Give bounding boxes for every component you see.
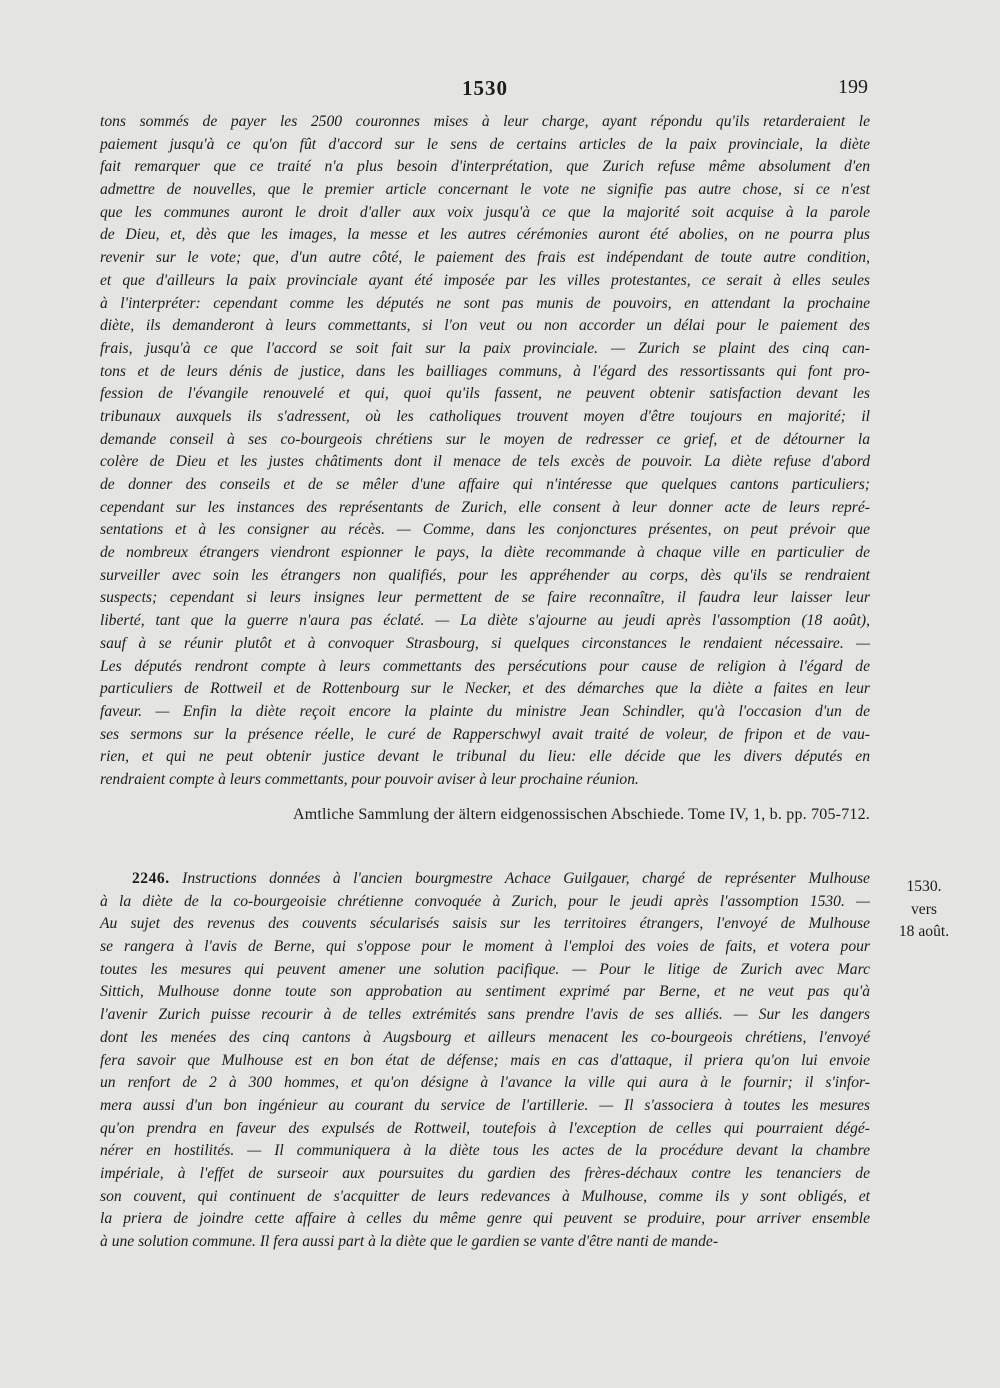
text-line: particuliers de Rottweil et de Rottenbourg sur le Necker, et des démarches que la diète a faites en leur xyxy=(100,680,870,698)
text-line: mera aussi d'un bon ingénieur au courant du service de l'artillerie. — Il s'associera à toutes les mesures xyxy=(100,1096,870,1114)
margin-note-line: 18 août. xyxy=(898,923,950,940)
text-line: tribunaux auxquels ils s'adressent, où les catholiques trouvent moyen d'être toujours en majorité; il xyxy=(100,407,870,425)
text-line: de nombreux étrangers viendront espionner le pays, la diète recommande à chaque ville en particulier de xyxy=(100,544,870,562)
entry-heading-text: Instructions données à l'ancien bourgmestre Achace Guilgauer, chargé de représenter Mulhouse xyxy=(182,870,870,887)
entry-number: 2246. xyxy=(132,870,170,887)
text-line: frais, jusqu'à ce que l'accord se soit fait sur la paix provinciale. — Zurich se plaint des cinq can- xyxy=(100,339,870,357)
text-line: suspects; cependant si leurs insignes leur permettent de se faire reconnaître, il faudra leur laisser leur xyxy=(100,589,870,607)
text-line: admettre de nouvelles, que le premier article concernant le vote ne signifie pas autre chose, si ce n'est xyxy=(100,181,870,199)
text-line: que les communes auront le droit d'aller aux voix jusqu'à ce que la majorité soit acquise à la parole xyxy=(100,203,870,221)
text-line: nérer en hostilités. — Il communiquera à la diète tous les actes de la procédure devant la chambre xyxy=(100,1142,870,1160)
text-line: sentations et à les consigner au récès. — Comme, dans les conjonctures présentes, on peut prévoir que xyxy=(100,521,870,539)
text-line: rien, et qui ne peut obtenir justice devant le tribunal du lieu: elle décide que les divers députés en xyxy=(100,748,870,766)
text-line: son couvent, qui continuent de s'acquitter de leurs redevances à Mulhouse, comme ils y sont obligés, et xyxy=(100,1187,870,1205)
text-line: ses sermons sur la présence réelle, le curé de Rapperschwyl avait traité de voleur, de fripon et de vau- xyxy=(100,725,870,743)
paragraph-continued xyxy=(100,111,870,792)
text-line: fera savoir que Mulhouse est en bon état de défense; mais en cas d'attaque, il priera qu'on lui envoie xyxy=(100,1051,870,1069)
text-line: l'avenir Zurich puisse recourir à de telles extrémités sans prendre l'avis de ses alliés. — Sur les dangers xyxy=(100,1006,870,1024)
text-line: cependant sur les instances des représentants de Zurich, elle consent à leur donner acte de leurs repré- xyxy=(100,498,870,516)
text-line: impériale, à l'effet de surseoir aux poursuites du gardien des frères-déchaux contre les tenanciers de xyxy=(100,1164,870,1182)
text-line: de donner des conseils et de se mêler d'une affaire qui n'intéresse que quelques cantons particuliers; xyxy=(100,476,870,493)
entry-body xyxy=(100,891,870,1254)
text-line: colère de Dieu et les justes châtiments dont il menace de tels excès de pouvoir. La diète refuse d'abord xyxy=(100,453,870,471)
text-line: qu'on prendra en faveur des expulsés de Rottweil, toutefois à l'exception de celles qui pourraient dégé- xyxy=(100,1119,870,1137)
text-line: à la diète de la co-bourgeoisie chrétienne convoquée à Zurich, pour le jeudi après l'assomption 1530. — xyxy=(100,892,870,910)
text-line: sauf à se réunir plutôt et à convoquer Strasbourg, si quelques circonstances le rendaient nécessaire. — xyxy=(100,634,870,652)
text-line: de Dieu, et, dès que les images, la messe et les autres cérémonies auront été abolies, on ne pourra plus xyxy=(100,226,870,244)
text-line: tons sommés de payer les 2500 couronnes mises à leur charge, ayant répondu qu'ils retarderaient le xyxy=(100,113,870,130)
text-line: la priera de joindre cette affaire à celles du même genre qui peuvent se produire, pour arriver ensemble xyxy=(100,1210,870,1228)
text-line: à l'interpréter: cependant comme les députés ne sont pas munis de pouvoirs, en attendant la prochaine xyxy=(100,294,870,312)
text-line: faveur. — Enfin la diète reçoit encore la plainte du ministre Jean Schindler, qu'à l'occasion d'un de xyxy=(100,702,870,720)
text-line: demande conseil à ses co-bourgeois chrétiens sur le moyen de redresser ce grief, et de détourner la xyxy=(100,430,870,448)
text-line: diète, ils demanderont à leurs commettants, si l'on veut ou non accorder un délai pour le paiement des xyxy=(100,317,870,335)
text-line: tons et de leurs dénis de justice, dans les bailliages communs, à l'égard des ressortissants qui font pro- xyxy=(100,362,870,380)
margin-note-line: 1530. xyxy=(906,878,942,895)
text-line: un renfort de 2 à 300 hommes, et qu'on désigne à l'avance la ville qui aura à le fournir; il s'infor- xyxy=(100,1074,870,1092)
running-header-year: 1530 xyxy=(462,76,508,100)
text-line: fait remarquer que ce traité n'a plus besoin d'interprétation, que Zurich refuse même absolument d'en xyxy=(100,158,870,176)
text-line: paiement jusqu'à ce qu'on fût d'accord sur le sens de certains articles de la paix provinciale, la diète xyxy=(100,135,870,153)
text-line: fession de l'évangile renouvelé et qui, quoi qu'ils fassent, ne peuvent obtenir satisfaction devant les xyxy=(100,385,870,403)
text-line: et que d'ailleurs la paix provinciale ayant été imposée par les villes protestantes, ce serait à elles seules xyxy=(100,271,870,289)
source-citation: Amtliche Sammlung der ältern eidgenossischen Abschiede. Tome IV, 1, b. pp. 705-712. xyxy=(292,806,870,823)
page-number: 199 xyxy=(838,76,868,98)
text-line: Les députés rendront compte à leurs commettants des persécutions pour cause de religion à l'égard de xyxy=(100,657,870,675)
text-line: surveiller avec soin les étrangers non qualifiés, pour les appréhender au corps, dès qu'ils se rendraient xyxy=(100,566,870,584)
entry-first-line xyxy=(100,868,870,891)
text-line: se rangera à l'avis de Berne, qui s'oppose pour le moment à l'emploi des voies de faits, et votera pour xyxy=(100,938,870,956)
text-line: toutes les mesures qui peuvent amener une solution pacifique. — Pour le litige de Zurich avec Marc xyxy=(100,960,870,978)
text-line: liberté, tant que la guerre n'aura pas éclaté. — La diète s'ajourne au jeudi après l'assomption (18 août), xyxy=(100,612,870,630)
margin-note-line: vers xyxy=(911,900,937,918)
text-line: Sittich, Mulhouse donne toute son approbation au sentiment exprimé par Berne, et ne veut pas qu'à xyxy=(100,983,870,1001)
text-line: à une solution commune. Il fera aussi part à la diète que le gardien se vante d'être nanti de mande- xyxy=(100,1233,719,1250)
text-line: Au sujet des revenus des couvents sécularisés saisis sur les territoires étrangers, l'envoyé de Mulhouse xyxy=(100,915,870,933)
margin-date-note xyxy=(884,876,964,944)
entry-2246 xyxy=(100,868,870,1254)
text-line: dont les menées des cinq cantons à Augsbourg et ailleurs menacent les co-bourgeois chrétiens, l'envoyé xyxy=(100,1028,870,1046)
text-line: revenir sur le vote; que, d'un autre côté, le paiement des frais est indépendant de toute autre condition, xyxy=(100,249,870,267)
text-line: rendraient compte à leurs commettants, pour pouvoir aviser à leur prochaine réunion. xyxy=(100,770,639,788)
